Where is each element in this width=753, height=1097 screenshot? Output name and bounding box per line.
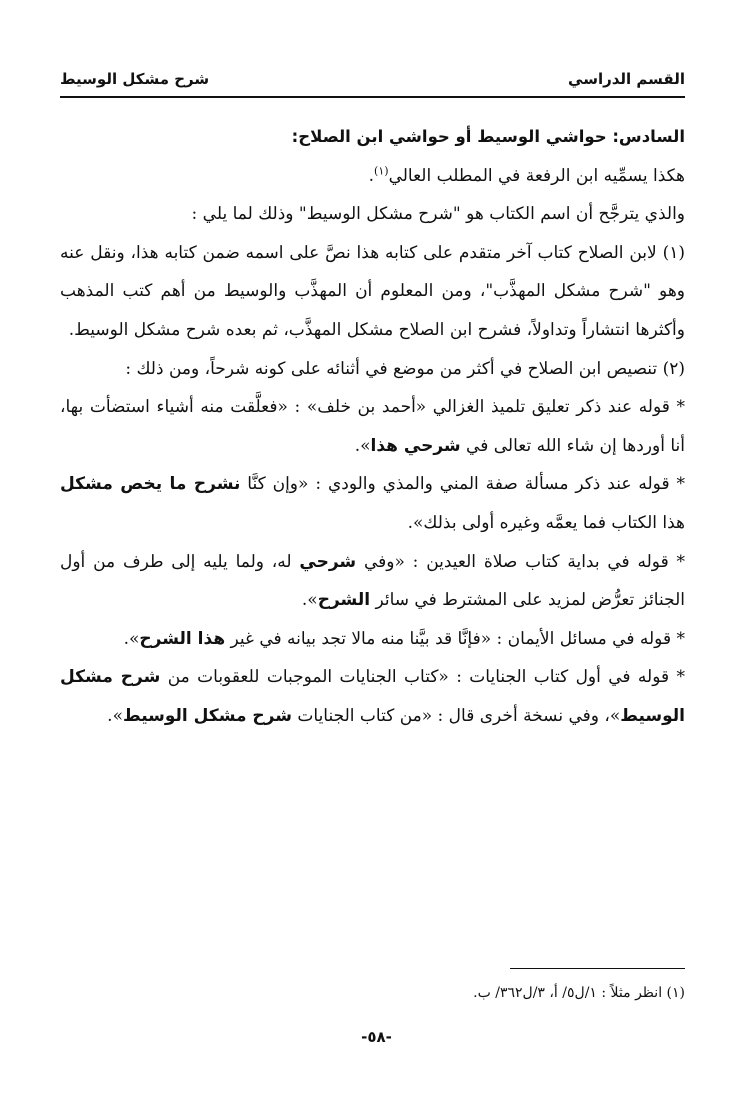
quote-2-end: هذا الكتاب فما يعمَّه وغيره أولى بذلك».	[407, 512, 685, 533]
quote-3-bold-1: شرحي	[299, 551, 357, 572]
quote-4-end: ».	[123, 628, 140, 649]
quote-2-text: * قوله عند ذكر مسألة صفة المني والمذي والودي : «وإن كنَّا	[240, 474, 685, 495]
quote-4	[60, 620, 685, 659]
quote-3-bold-2: الشرح	[317, 590, 371, 611]
quote-5-bold-1: شرح مشكل الوسيط	[60, 667, 685, 726]
quote-2-bold: نشرح ما يخص مشكل	[60, 474, 241, 495]
quote-1-end: ».	[354, 435, 371, 456]
quote-4-bold: هذا الشرح	[139, 628, 226, 649]
quote-4-text: * قوله في مسائل الأيمان : «فإنَّا قد بيَّنا منه مالا تجد بيانه في غير	[225, 628, 685, 649]
header-section-title: القسم الدراسي	[568, 70, 685, 88]
paragraph-reason-intro: والذي يترجَّح أن اسم الكتاب هو "شرح مشكل الوسيط" وذلك لما يلي :	[191, 204, 685, 225]
quote-1-bold: شرحي هذا	[370, 435, 461, 456]
header-book-title: شرح مشكل الوسيط	[60, 70, 210, 88]
intro-end: .	[368, 165, 375, 186]
quote-2	[60, 465, 685, 542]
footnote-divider	[510, 968, 685, 969]
page-number: -٥٨-	[361, 1028, 392, 1046]
quote-5-bold-2: شرح مشكل الوسيط	[122, 705, 292, 726]
main-text	[60, 118, 685, 736]
quote-5-end: ».	[107, 705, 123, 726]
quote-3-end: ».	[301, 590, 318, 611]
paragraph-reason-2: (٢) تنصيص ابن الصلاح في أكثر من موضع في أثنائه على كونه شرحاً، ومن ذلك :	[125, 358, 685, 379]
quote-5-text: * قوله في أول كتاب الجنايات : «كتاب الجنايات الموجبات للعقوبات من	[160, 667, 685, 688]
intro-text: هكذا يسمِّيه ابن الرفعة في المطلب العالي	[388, 165, 685, 186]
quote-3-middle: له، ولما يليه إلى طرف من أول الجنائز تعرُّض لمزيد على المشترط في سائر	[60, 551, 685, 611]
quote-3-text: * قوله في بداية كتاب صلاة العيدين : «وفي	[356, 551, 685, 572]
quote-1	[60, 388, 685, 465]
quote-3	[60, 543, 685, 620]
quote-1-text: * قوله عند ذكر تعليق تلميذ الغزالي «أحمد بن خلف» : «فعلَّقت منه أشياء استضأت بها، أنا أوردها إن شاء الله تعالى في	[60, 397, 685, 456]
footnote: (١) انظر مثلاً : ١/ل٥/ أ، ٣/ل٣٦٢/ ب.	[473, 985, 685, 1001]
quote-5	[60, 658, 685, 735]
running-header	[60, 62, 685, 98]
quote-5-middle: »، وفي نسخة أخرى قال : «من كتاب الجنايات	[291, 705, 621, 726]
paragraph-intro	[60, 157, 685, 196]
footnote-ref: (١)	[374, 163, 389, 177]
paragraph-reason-1: (١) لابن الصلاح كتاب آخر متقدم على كتابه هذا نصَّ على اسمه ضمن كتابه هذا، ونقل عنه وهو "شرح مشكل المهذَّب"، ومن المعلوم أن المهذَّب والوسيط من أهم كتب المذهب وأكثرها انتشاراً وتداولاً، فشرح ابن الصلاح مشكل المهذَّب، ثم بعده شرح مشكل الوسيط.	[60, 242, 685, 340]
section-heading: السادس: حواشي الوسيط أو حواشي ابن الصلاح:	[291, 127, 685, 146]
